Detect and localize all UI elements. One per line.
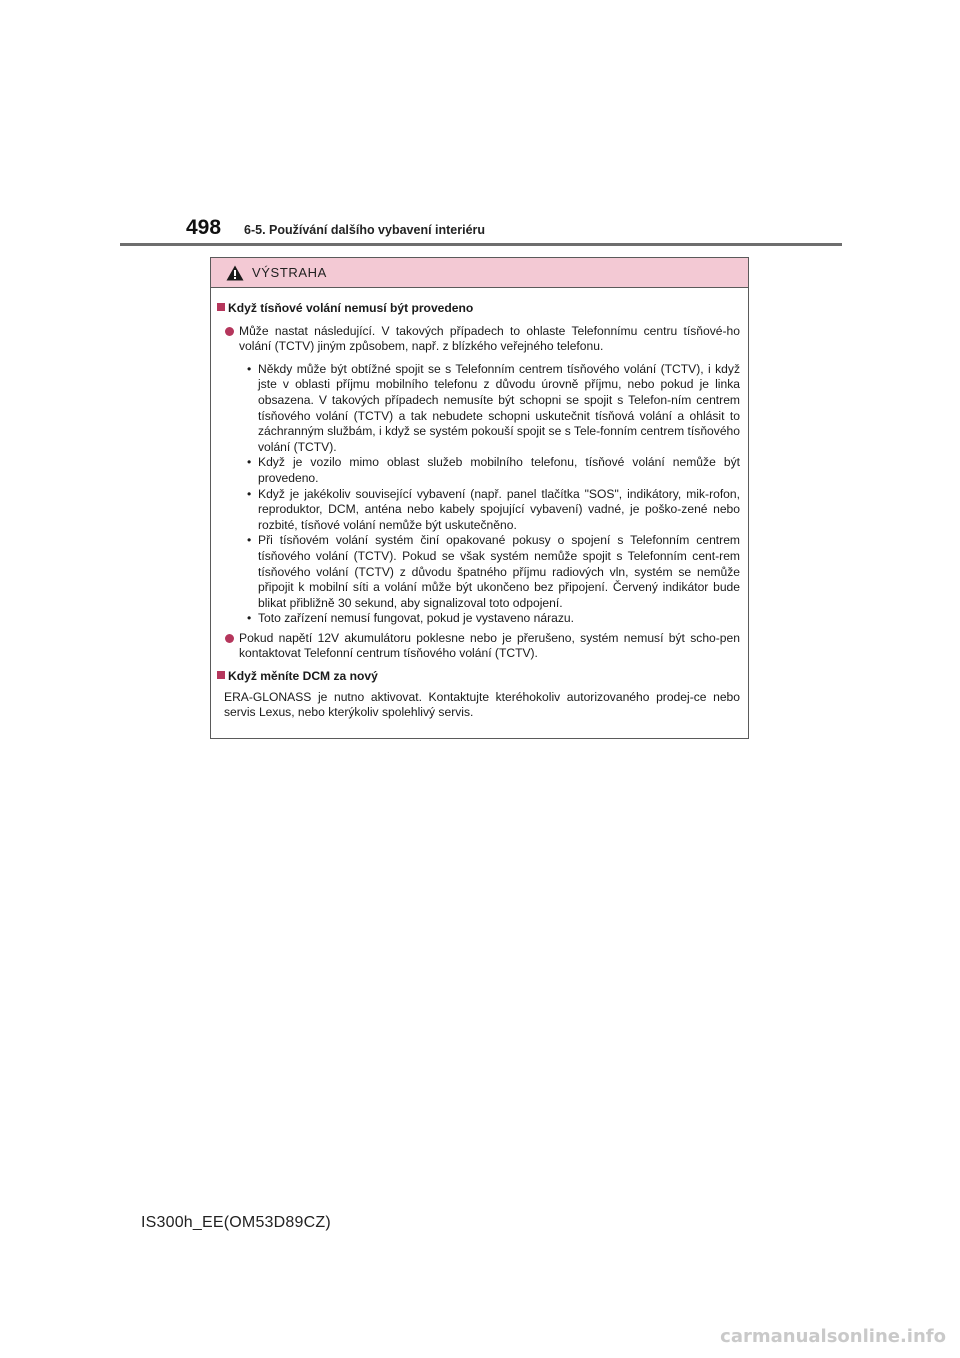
dot-mark-icon: • xyxy=(247,455,252,470)
warning-title: VÝSTRAHA xyxy=(252,265,327,280)
sub-item-text: Někdy může být obtížné spojit se s Telefonním centrem tísňového volání (TCTV), i když jste v oblasti příjmu mobilního telefonu z důvodu úrovně příjmu, nebo pokud je linka obsazena. V takových případech nemusíte být schopni se spojit s Telefon-ním centrem tísňového volání (TCTV) a tak nebudete schopni uskutečnit tísňová volání a ohlásit to záchranným službám, i když se systém pokouší spojit se s Tele-fonním centrem tísňového volání (TCTV). xyxy=(258,361,740,454)
sub-list-item xyxy=(247,611,740,627)
circle-bullet-icon xyxy=(225,634,234,643)
heading-text: Když tísňové volání nemusí být provedeno xyxy=(228,301,474,315)
sub-item-text: Když je vozilo mimo oblast služeb mobilního telefonu, tísňové volání nemůže být provedeno. xyxy=(258,455,740,485)
bullet-item xyxy=(225,324,740,355)
warning-header xyxy=(211,258,748,288)
section-title: 6-5. Používání dalšího vybavení interiéru xyxy=(244,223,486,237)
dot-mark-icon: • xyxy=(247,533,252,548)
header-rule xyxy=(120,243,842,246)
sub-list-item xyxy=(247,455,740,486)
heading-text: Když měníte DCM za nový xyxy=(228,669,378,684)
dot-mark-icon: • xyxy=(247,486,252,501)
bullet-item xyxy=(225,631,740,662)
square-bullet-icon xyxy=(217,671,225,679)
bullet-text: Může nastat následující. V takových případech to ohlaste Telefonnímu centru tísňové-ho volání (TCTV) jiným způsobem, např. z blízkého veřejného telefonu. xyxy=(239,323,740,354)
sub-list-item xyxy=(247,533,740,611)
section-heading-emergency-call xyxy=(217,301,740,317)
warning-triangle-icon xyxy=(226,265,244,281)
watermark: carmanualsonline.info xyxy=(720,1326,946,1347)
section-heading-dcm xyxy=(217,669,740,685)
warning-body xyxy=(211,288,748,721)
sub-item-text: Když je jakékoliv související vybavení (např. panel tlačítka "SOS", indikátory, mik-rofon, reproduktor, DCM, anténa nebo kabely spojující vybavení) vadné, je poško-zené nebo rozbité, tísňové volání nemůže být uskutečněno. xyxy=(258,486,740,532)
dot-mark-icon: • xyxy=(247,361,252,376)
warning-box xyxy=(210,257,749,739)
square-bullet-icon xyxy=(217,303,225,311)
sub-item-text: Při tísňovém volání systém činí opakované pokusy o spojení s Telefonním centrem tísňového volání (TCTV). Pokud se však systém nemůže spojit s Telefonním cent-rem tísňového volání (TCTV) z důvodu špatného příjmu radiových vln, systém se nemůže připojit k mobilní síti a volání může být ukončeno bez připojení. Červený indikátor bude blikat přibližně 30 sekund, aby signalizoval toto odpojení. xyxy=(258,533,740,610)
footer-model-code: IS300h_EE(OM53D89CZ) xyxy=(141,1214,331,1231)
sub-list xyxy=(247,362,740,627)
page-number: 498 xyxy=(186,216,222,239)
section-paragraph: ERA-GLONASS je nutno aktivovat. Kontaktujte kteréhokoliv autorizovaného prodej-ce nebo servis Lexus, nebo kterýkoliv spolehlivý servis. xyxy=(224,689,740,720)
sub-list-item xyxy=(247,362,740,456)
circle-bullet-icon xyxy=(225,327,234,336)
bullet-text: Pokud napětí 12V akumulátoru poklesne nebo je přerušeno, systém nemusí být scho-pen kontaktovat Telefonní centrum tísňového volání (TCTV). xyxy=(239,630,740,661)
dot-mark-icon: • xyxy=(247,611,252,626)
sub-list-item xyxy=(247,487,740,534)
sub-item-text: Toto zařízení nemusí fungovat, pokud je vystaveno nárazu. xyxy=(258,611,574,626)
